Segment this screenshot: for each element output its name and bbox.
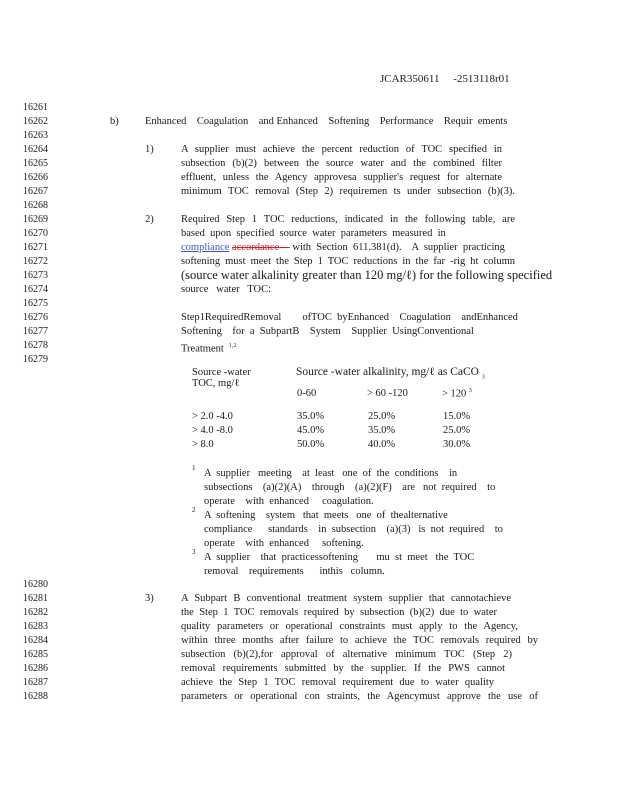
item-1-line: A supplier must achieve the percent reduction of TOC specified in (181, 144, 502, 155)
line-number: 16265 (23, 158, 48, 169)
item-3-line: parameters or operational con straints, the Agencymust approve the use of (181, 691, 538, 702)
table-title-line: Treatment $^{1,2}$ (181, 343, 237, 355)
item-1-line: effluent, unless the Agency approvesa supplier's request for alternate (181, 172, 502, 183)
subscript-3: 3 (481, 374, 485, 381)
item-3-label: 3) (145, 593, 154, 604)
footnote-line: A supplier that practicessoftening mu st meet the TOC (204, 552, 475, 563)
deleted-text-accordance: accordance (232, 242, 280, 253)
line-number: 16274 (23, 284, 48, 295)
line-number: 16273 (23, 270, 48, 281)
item-2-line: softening must meet the Step 1 TOC reductions in the far -rig ht column (181, 256, 515, 267)
item-3-line: subsection (b)(2),for approval of alternative minimum TOC (Step 2) (181, 649, 512, 660)
line-number: 16271 (23, 242, 48, 253)
footnote-line: A softening system that meets one of thealternative (204, 510, 448, 521)
item-1-line: minimum TOC removal (Step 2) requiremen ts under subsection (b)(3). (181, 186, 515, 197)
line-number: 16281 (23, 593, 48, 604)
line-number: 16276 (23, 312, 48, 323)
line-number: 16277 (23, 326, 48, 337)
line-number: 16275 (23, 298, 48, 309)
item-2-line: based upon specified source water parameters measured in (181, 228, 446, 239)
document-id-header (380, 73, 510, 85)
item-3-line: quality parameters or operational constraints must apply to the Agency, (181, 621, 518, 632)
item-2-line-with-edits (181, 241, 505, 255)
row-value: 30.0% (443, 439, 471, 450)
line-number: 16264 (23, 144, 48, 155)
footnote-line: removal requirements inthis column. (204, 566, 385, 577)
line-numbers-group-a (23, 101, 63, 367)
column-header-toc-b: TOC, mg/ℓ (192, 378, 240, 389)
row-toc-range: > 8.0 (192, 439, 214, 450)
line-numbers-group-b (23, 578, 63, 704)
line-number: 16262 (23, 116, 48, 127)
item-2-line-inserted: (source water alkalinity greater than 120 mg/ℓ) for the following specified (181, 268, 553, 282)
line-number: 16268 (23, 200, 48, 211)
row-value: 25.0% (443, 425, 471, 436)
table-title-line: Softening for a SubpartB System Supplier UsingConventional (181, 326, 474, 337)
line-number: 16269 (23, 214, 48, 225)
column-header-0-60: 0-60 (297, 388, 317, 399)
line-number: 16266 (23, 172, 48, 183)
column-header-over-120: > 120 $^3$ (442, 388, 472, 400)
item-1-label: 1) (145, 144, 154, 155)
footnote-line: operate with enhanced coagulation. (204, 496, 374, 507)
inserted-text-compliance: compliance (181, 242, 230, 253)
document-id: JCAR350611 (380, 73, 440, 85)
line-number: 16283 (23, 621, 48, 632)
footnote-line: A supplier meeting at least one of the conditions in (204, 468, 458, 479)
item-3-line: removal requirements submitted by the supplier. If the PWS cannot (181, 663, 505, 674)
row-value: 35.0% (297, 411, 325, 422)
footnote-line: subsections (a)(2)(A) through (a)(2)(F) are not required to (204, 482, 496, 493)
item-1-line: subsection (b)(2) between the source water and the combined filter (181, 158, 502, 169)
item-3-line: achieve the Step 1 TOC removal requirement due to water quality (181, 677, 494, 688)
item-2-line-rest: with Section 611.381(d). A supplier practicing (292, 242, 505, 253)
row-value: 25.0% (368, 411, 396, 422)
item-2-label: 2) (145, 214, 154, 225)
footnote-mark: 3 (192, 548, 196, 556)
row-value: 15.0% (443, 411, 471, 422)
line-number: 16267 (23, 186, 48, 197)
row-value: 50.0% (297, 439, 325, 450)
row-value: 45.0% (297, 425, 325, 436)
item-3-line: within three months after failure to achieve the TOC removals required by (181, 635, 538, 646)
line-number: 16261 (23, 102, 48, 113)
column-header-toc-a: Source -water (192, 367, 251, 378)
item-2-line: Required Step 1 TOC reductions, indicated in the following table, are (181, 214, 515, 225)
document-code: -2513118r01 (453, 73, 510, 85)
table-title-footnote-marks: 1,2 (229, 343, 237, 349)
footnote-mark: 1 (192, 464, 196, 472)
line-number: 16282 (23, 607, 48, 618)
line-number: 16285 (23, 649, 48, 660)
footnote-line: compliance standards in subsection (a)(3) is not required to (204, 524, 503, 535)
section-b-label: b) (110, 116, 119, 127)
column-header-60-120: > 60 -120 (367, 388, 408, 399)
line-number: 16279 (23, 354, 48, 365)
line-number: 16287 (23, 677, 48, 688)
line-number: 16263 (23, 130, 48, 141)
row-toc-range: > 2.0 -4.0 (192, 411, 233, 422)
footnote-line: operate with enhanced softening. (204, 538, 364, 549)
footnote-mark-3: 3 (468, 388, 472, 394)
row-value: 35.0% (368, 425, 396, 436)
row-toc-range: > 4.0 -8.0 (192, 425, 233, 436)
row-value: 40.0% (368, 439, 396, 450)
item-3-line: A Subpart B conventional treatment system supplier that cannotachieve (181, 593, 511, 604)
item-3-line: the Step 1 TOC removals required by subsection (b)(2) due to water (181, 607, 497, 618)
column-header-alkalinity: Source -water alkalinity, mg/ℓ as CaCO $_3$ (296, 366, 485, 381)
line-number: 16288 (23, 691, 48, 702)
footnote-mark: 2 (192, 506, 196, 514)
section-b-title: Enhanced Coagulation and Enhanced Softening Performance Requir ements (145, 116, 508, 127)
item-2-line: source water TOC: (181, 284, 272, 295)
line-number: 16270 (23, 228, 48, 239)
line-number: 16278 (23, 340, 48, 351)
line-number: 16286 (23, 663, 48, 674)
table-title-line: Step1RequiredRemoval ofTOC byEnhanced Coagulation andEnhanced (181, 312, 518, 323)
line-number: 16280 (23, 579, 48, 590)
line-number: 16284 (23, 635, 48, 646)
line-number: 16272 (23, 256, 48, 267)
